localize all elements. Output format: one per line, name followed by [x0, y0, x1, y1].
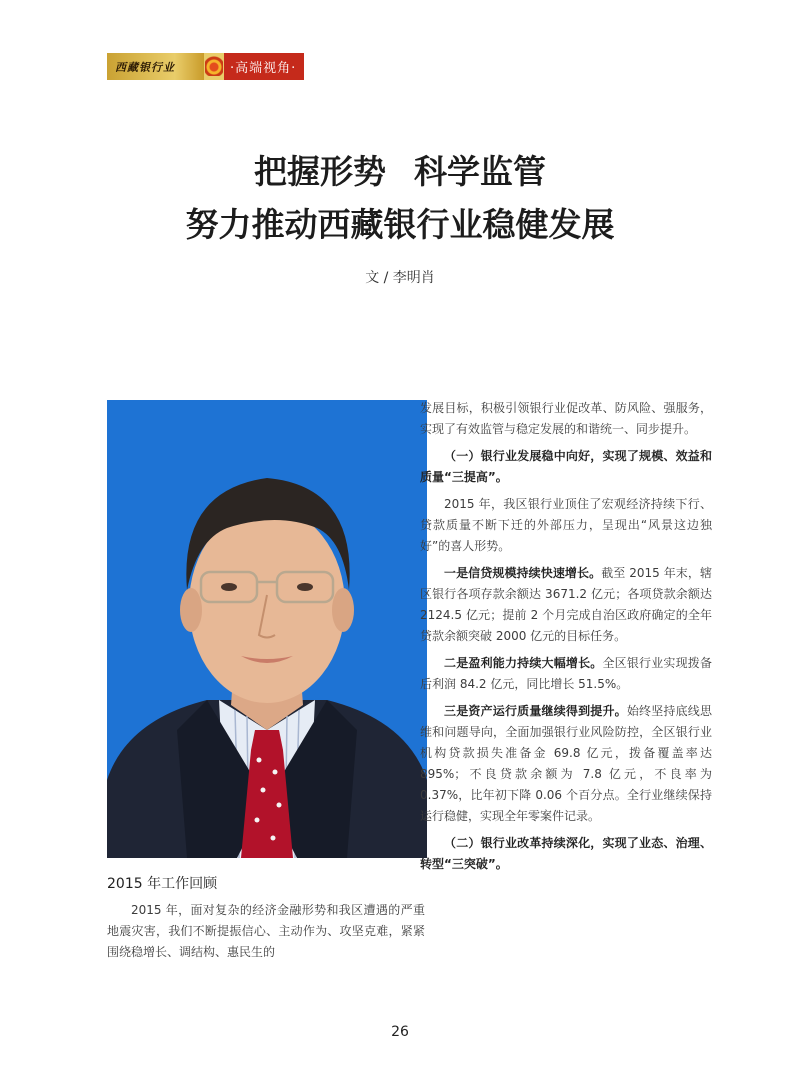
paragraph: 二是盈利能力持续大幅增长。全区银行业实现拨备后利润 84.2 亿元，同比增长 51.5%。 — [420, 656, 712, 691]
title-phrase-2: 科学监管 — [414, 152, 546, 191]
emblem-icon — [204, 53, 224, 80]
article-title-line1 — [0, 146, 800, 193]
article-title-line2: 努力推动西藏银行业稳健发展 — [185, 205, 615, 244]
left-column-text: 2015 年，面对复杂的经济金融形势和我区遭遇的严重地震灾害，我们不断提振信心、主动作为、攻坚克难，紧紧围绕稳增长、调结构、惠民生的 — [107, 903, 425, 959]
author-portrait — [107, 400, 427, 858]
page-number: 26 — [391, 1024, 409, 1040]
byline: 文 / 李明肖 — [365, 270, 435, 286]
paragraph: 一是信贷规模持续快速增长。截至 2015 年末，辖区银行各项存款余额达 3671.2 亿元；各项贷款余额达 2124.5 亿元；提前 2 个月完成自治区政府确定的全年贷款余额突破 2000 亿元的目标任务。 — [420, 566, 712, 643]
title-phrase-1: 把握形势 — [254, 152, 386, 191]
paragraph: 发展目标，积极引领银行业促改革、防风险、强服务，实现了有效监管与稳定发展的和谐统一、同步提升。 — [420, 401, 712, 436]
section-banner — [107, 53, 304, 80]
subheading-paragraph: （二）银行业改革持续深化，实现了业态、治理、转型“三突破”。 — [420, 836, 712, 871]
section-heading: 2015 年工作回顾 — [107, 876, 218, 892]
subheading-paragraph: （一）银行业发展稳中向好，实现了规模、效益和质量“三提高”。 — [420, 449, 712, 484]
paragraph: 2015 年，我区银行业顶住了宏观经济持续下行、贷款质量不断下迁的外部压力，呈现出“风景这边独好”的喜人形势。 — [420, 497, 712, 553]
section-label: ·高端视角· — [224, 53, 304, 80]
right-column-text — [420, 398, 712, 881]
magazine-name: 西藏银行业 — [107, 53, 204, 80]
paragraph: 三是资产运行质量继续得到提升。始终坚持底线思维和问题导向，全面加强银行业风险防控，全区银行业机构贷款损失准备金 69.8 亿元，拨备覆盖率达 895%；不良贷款余额为 7.8 亿元，不良率为 0.37%，比年初下降 0.06 个百分点。全行业继续保持运行稳健，实现全年零案件记录。 — [420, 704, 712, 823]
